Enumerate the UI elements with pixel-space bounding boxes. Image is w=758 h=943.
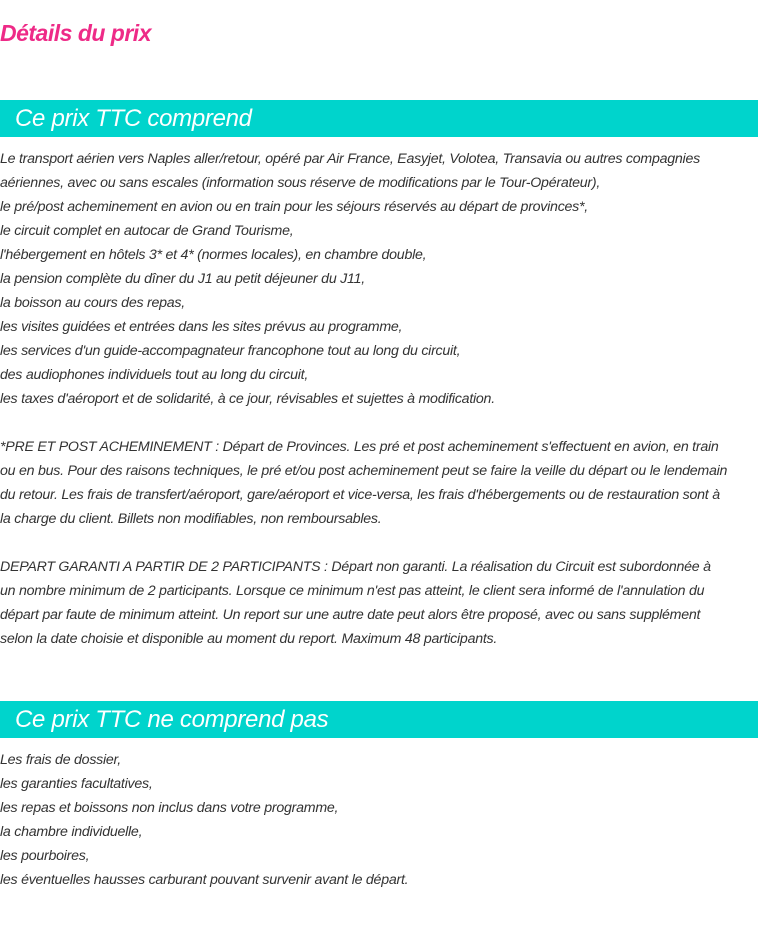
excluded-item: les repas et boissons non inclus dans votre programme, xyxy=(0,800,339,816)
excluded-item: les éventuelles hausses carburant pouvant survenir avant le départ. xyxy=(0,872,409,888)
included-item: le pré/post acheminement en avion ou en train pour les séjours réservés au départ de provinces*, xyxy=(0,199,588,215)
included-item: le circuit complet en autocar de Grand Tourisme, xyxy=(0,223,294,239)
departure-note-line: selon la date choisie et disponible au moment du report. Maximum 48 participants. xyxy=(0,631,498,647)
departure-note xyxy=(0,555,758,651)
excluded-item: Les frais de dossier, xyxy=(0,752,121,768)
included-item: Le transport aérien vers Naples aller/retour, opéré par Air France, Easyjet, Volotea, Transavia ou autres compagnies xyxy=(0,151,700,167)
transfer-note-line: ou en bus. Pour des raisons techniques, le pré et/ou post acheminement peut se faire la veille du départ ou le lendemain xyxy=(0,463,728,479)
included-item: les visites guidées et entrées dans les sites prévus au programme, xyxy=(0,319,403,335)
included-item: les taxes d'aéroport et de solidarité, à ce jour, révisables et sujettes à modification. xyxy=(0,391,495,407)
excluded-item: la chambre individuelle, xyxy=(0,824,143,840)
departure-note-line: DEPART GARANTI A PARTIR DE 2 PARTICIPANTS : Départ non garanti. La réalisation du Circuit est subordonnée à xyxy=(0,559,711,575)
departure-note-line: un nombre minimum de 2 participants. Lorsque ce minimum n'est pas atteint, le client sera informé de l'annulation du xyxy=(0,583,705,599)
included-list xyxy=(0,147,758,411)
transfer-note-line: *PRE ET POST ACHEMINEMENT : Départ de Provinces. Les pré et post acheminement s'effectuent en avion, en train xyxy=(0,439,719,455)
included-item: aériennes, avec ou sans escales (information sous réserve de modifications par le Tour-Opérateur), xyxy=(0,175,601,191)
excluded-list xyxy=(0,748,758,892)
included-item: la boisson au cours des repas, xyxy=(0,295,185,311)
transfer-note-line: la charge du client. Billets non modifiables, non remboursables. xyxy=(0,511,382,527)
excluded-item: les garanties facultatives, xyxy=(0,776,153,792)
departure-note-line: départ par faute de minimum atteint. Un report sur une autre date peut alors être proposé, avec ou sans supplément xyxy=(0,607,701,623)
transfer-note-line: du retour. Les frais de transfert/aéroport, gare/aéroport et vice-versa, les frais d'hébergements ou de restauration sont à xyxy=(0,487,720,503)
included-section-heading: Ce prix TTC comprend xyxy=(0,100,758,137)
transfer-note xyxy=(0,435,758,531)
included-item: l'hébergement en hôtels 3* et 4* (normes locales), en chambre double, xyxy=(0,247,427,263)
excluded-item: les pourboires, xyxy=(0,848,90,864)
included-item: la pension complète du dîner du J1 au petit déjeuner du J11, xyxy=(0,271,365,287)
excluded-section-heading: Ce prix TTC ne comprend pas xyxy=(0,701,758,738)
included-item: des audiophones individuels tout au long du circuit, xyxy=(0,367,309,383)
page-title: Détails du prix xyxy=(0,20,151,46)
included-item: les services d'un guide-accompagnateur francophone tout au long du circuit, xyxy=(0,343,461,359)
